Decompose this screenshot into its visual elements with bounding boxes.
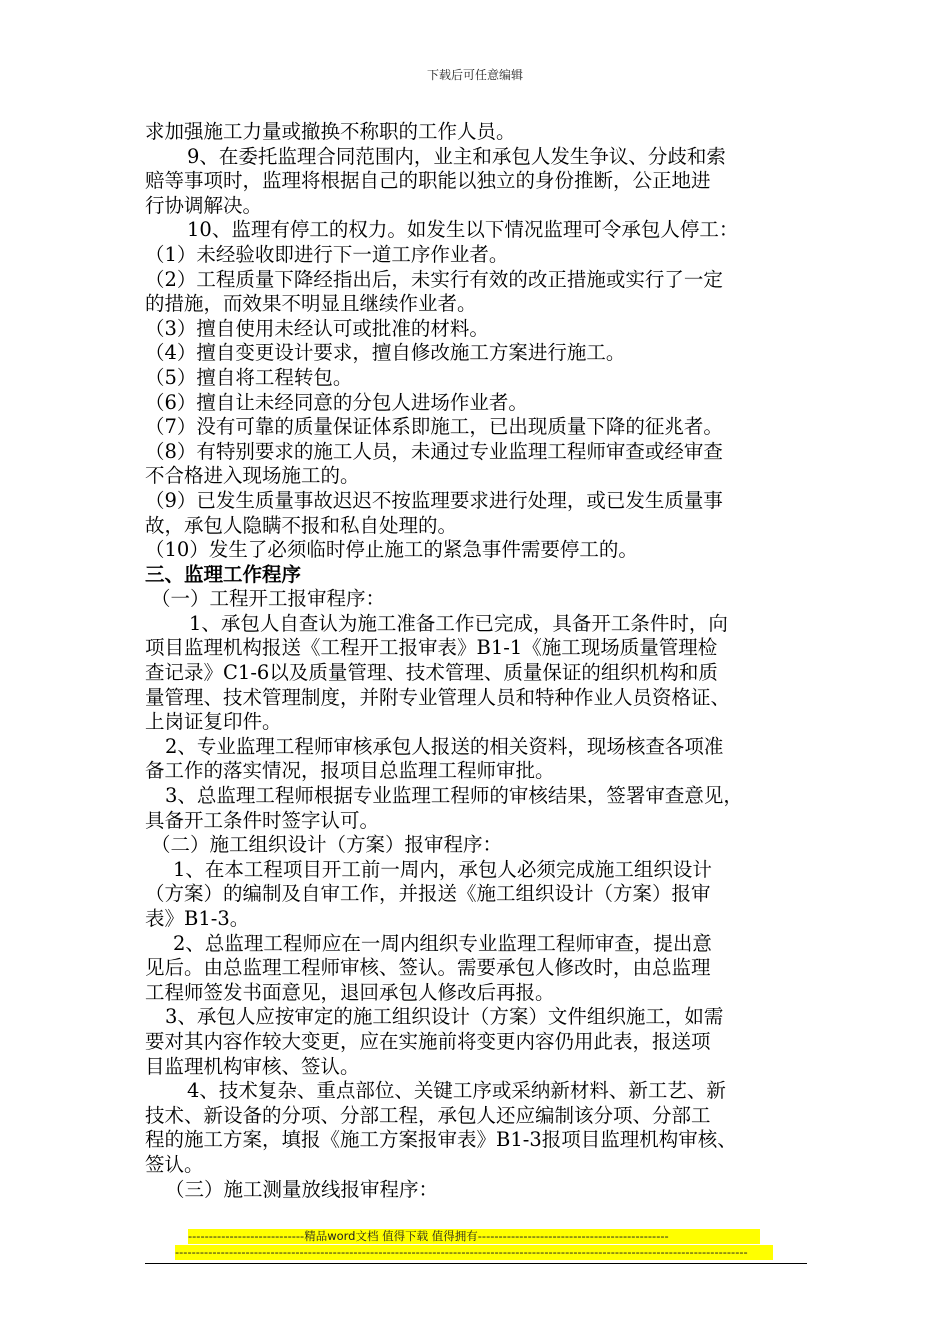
- text-line: 备工作的落实情况，报项目总监理工程师审批。: [145, 759, 555, 783]
- text-line: （9）已发生质量事故迟迟不按监理要求进行处理，或已发生质量事: [145, 488, 723, 512]
- text-line: 赔等事项时，监理将根据自己的职能以独立的身份推断，公正地进: [145, 169, 711, 193]
- page-header: 下载后可任意编辑: [426, 68, 523, 82]
- text-line: 1、承包人自查认为施工准备工作已完成，具备开工条件时，向: [189, 611, 728, 635]
- text-line: 求加强施工力量或撤换不称职的工作人员。: [145, 120, 516, 143]
- text-line: （10）发生了必须临时停止施工的紧急事件需要停工的。: [145, 538, 638, 562]
- text-line: 要对其内容作较大变更，应在实施前将变更内容仍用此表，报送项: [145, 1029, 711, 1053]
- text-line: （6）擅自让未经同意的分包人进场作业者。: [145, 390, 528, 414]
- text-line: （4）擅自变更设计要求，擅自修改施工方案进行施工。: [145, 341, 626, 365]
- text-line: （2）工程质量下降经指出后，未实行有效的改正措施或实行了一定: [145, 267, 723, 291]
- text-line: 故，承包人隐瞒不报和私自处理的。: [145, 513, 458, 537]
- text-line: 的措施，而效果不明显且继续作业者。: [145, 292, 477, 316]
- text-line: 具备开工条件时签字认可。: [145, 808, 380, 832]
- text-line: 3、承包人应按审定的施工组织设计（方案）文件组织施工，如需: [165, 1005, 724, 1029]
- section-heading: 三、监理工作程序: [145, 562, 302, 586]
- text-line: （5）擅自将工程转包。: [145, 365, 353, 389]
- text-line: 目监理机构审核、签认。: [145, 1054, 360, 1078]
- text-line: 技术、新设备的分项、分部工程，承包人还应编制该分项、分部工: [145, 1103, 711, 1127]
- text-line: 2、专业监理工程师审核承包人报送的相关资料，现场核查各项准: [165, 734, 724, 758]
- text-line: （3）擅自使用未经认可或批准的材料。: [145, 316, 489, 340]
- text-line: 工程师签发书面意见，退回承包人修改后再报。: [145, 980, 555, 1004]
- text-line: 项目监理机构报送《工程开工报审表》B1-1《施工现场质量管理检: [145, 636, 718, 660]
- text-line: 1、在本工程项目开工前一周内，承包人必须完成施工组织设计: [173, 857, 712, 881]
- text-line: 10、监理有停工的权力。如发生以下情况监理可令承包人停工：: [187, 218, 739, 242]
- text-line: （7）没有可靠的质量保证体系即施工，已出现质量下降的征兆者。: [145, 415, 723, 439]
- footer-banner: ----------------------------精品word文档 值得下载 值得拥有----------------------------------------------: [188, 1229, 760, 1244]
- text-line: （方案）的编制及自审工作，并报送《施工组织设计（方案）报审: [145, 882, 711, 906]
- footer-rule: [145, 1263, 807, 1264]
- text-line: 4、技术复杂、重点部位、关键工序或采纳新材料、新工艺、新: [187, 1079, 726, 1103]
- text-line: （一）工程开工报审程序：: [151, 587, 386, 611]
- text-line: 不合格进入现场施工的。: [145, 464, 360, 488]
- text-line: 9、在委托监理合同范围内，业主和承包人发生争议、分歧和索: [187, 144, 726, 168]
- text-line: 2、总监理工程师应在一周内组织专业监理工程师审查，提出意: [173, 931, 712, 955]
- text-line: 见后。由总监理工程师审核、签认。需要承包人修改时，由总监理: [145, 956, 711, 980]
- text-line: 3、总监理工程师根据专业监理工程师的审核结果，签署审查意见，: [165, 784, 743, 808]
- text-line: 行协调解决。: [145, 193, 263, 217]
- text-line: 程的施工方案，填报《施工方案报审表》B1-3报项目监理机构审核、: [145, 1128, 737, 1152]
- text-line: 表》B1-3。: [145, 907, 250, 930]
- text-line: 量管理、技术管理制度，并附专业管理人员和特种作业人员资格证、: [145, 685, 731, 709]
- text-line: （8）有特别要求的施工人员，未通过专业监理工程师审查或经审查: [145, 439, 723, 463]
- document-body: [145, 120, 809, 1202]
- text-line: （三）施工测量放线报审程序：: [165, 1177, 439, 1201]
- text-line: 上岗证复印件。: [145, 710, 282, 734]
- text-line: （1）未经验收即进行下一道工序作业者。: [145, 242, 509, 266]
- text-line: 签认。: [145, 1152, 204, 1176]
- text-line: （二）施工组织设计（方案）报审程序：: [151, 833, 503, 857]
- text-line: 查记录》C1-6以及质量管理、技术管理、质量保证的组织机构和质: [145, 661, 718, 685]
- footer-dashes: ------------------------------------------------------------------------------------------------------------------------------------------: [175, 1245, 773, 1260]
